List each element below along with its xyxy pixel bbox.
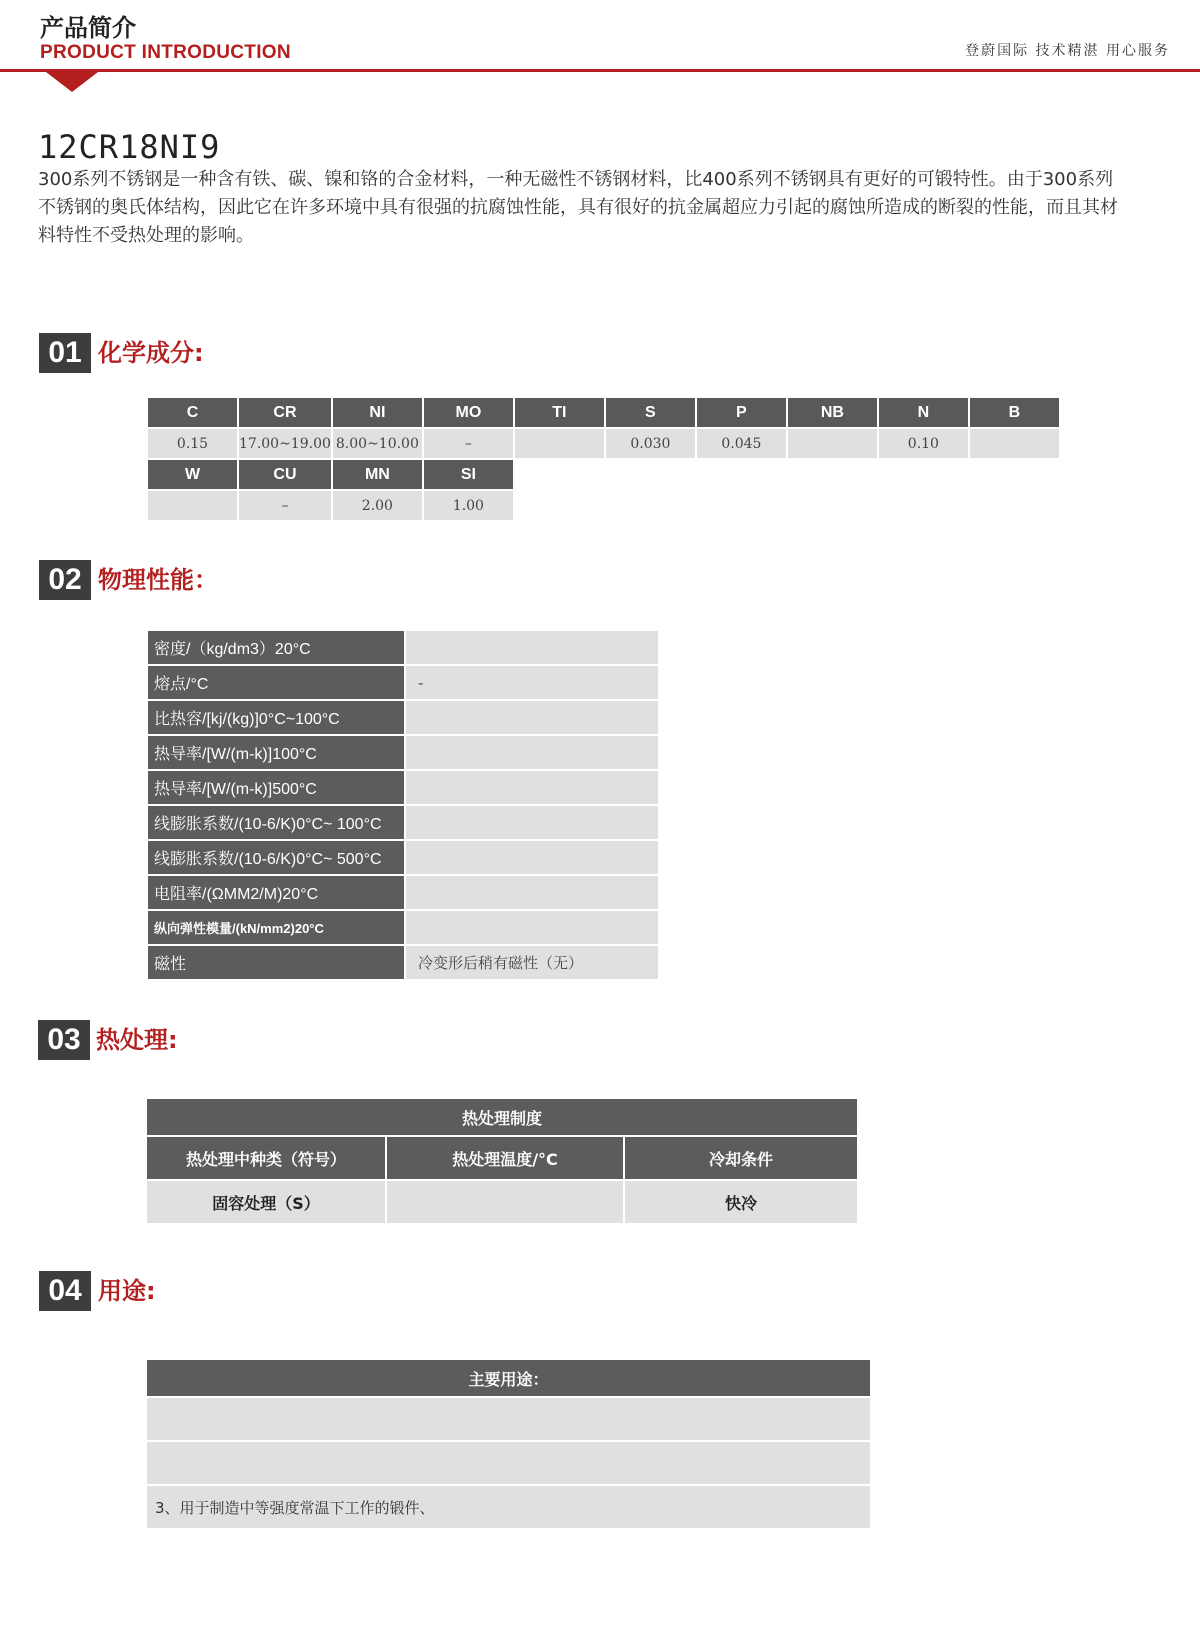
chem-header-si: SI: [424, 460, 513, 489]
heat-header-cooling: 冷却条件: [625, 1137, 857, 1179]
chem-spacer: [515, 460, 1059, 489]
chemical-value-row-1: [148, 429, 1059, 458]
chemical-value-row-2: [148, 491, 1059, 520]
heat-header-temperature: 热处理温度/°C: [387, 1137, 625, 1179]
chemical-composition-table: [146, 396, 1061, 522]
physical-row: [148, 946, 658, 979]
chem-value-nb: [788, 429, 877, 458]
chem-value-ni: 8.00~10.00: [333, 429, 422, 458]
physical-label: 纵向弹性模量/(kN/mm2)20°C: [148, 911, 406, 944]
section-number-usage: 04: [39, 1271, 91, 1311]
physical-label: 磁性: [148, 946, 406, 979]
chem-value-p: 0.045: [697, 429, 786, 458]
chem-header-mn: MN: [333, 460, 422, 489]
physical-value: [406, 771, 658, 804]
product-description: 300系列不锈钢是一种含有铁、碳、镍和铬的合金材料，一种无磁性不锈钢材料，比400系列不锈钢具有更好的可锻特性。由于300系列不锈钢的奥氏体结构，因此它在许多环境中具有很强的抗腐蚀性能，具有很好的抗金属超应力引起的腐蚀所造成的断裂的性能，而且其材料特性不受热处理的影响。: [38, 169, 1118, 246]
header-slogan: 登蔚国际 技术精湛 用心服务: [965, 43, 1170, 59]
physical-value: [406, 631, 658, 664]
chem-header-s: S: [606, 398, 695, 427]
physical-row: [148, 631, 658, 664]
physical-row: [148, 911, 658, 944]
section-title-usage: 用途:: [98, 1277, 156, 1305]
chem-header-ni: NI: [333, 398, 422, 427]
chem-value-ti: [515, 429, 604, 458]
physical-row: [148, 666, 658, 699]
chem-value-cr: 17.00~19.00: [239, 429, 331, 458]
chem-header-n: N: [879, 398, 968, 427]
heat-type-value: 固容处理（S）: [147, 1181, 387, 1223]
chem-header-nb: NB: [788, 398, 877, 427]
chemical-header-row-1: [148, 398, 1059, 427]
section-title-heat: 热处理:: [96, 1026, 178, 1054]
chem-header-w: W: [148, 460, 237, 489]
physical-label: 比热容/[kj/(kg)]0°C~100°C: [148, 701, 406, 734]
heat-data-row: [147, 1181, 857, 1223]
usage-table: [147, 1358, 870, 1530]
physical-label: 线膨胀系数/(10-6/K)0°C~ 100°C: [148, 806, 406, 839]
heat-cooling-value: 快冷: [625, 1181, 857, 1223]
physical-label: 热导率/[W/(m-k)]500°C: [148, 771, 406, 804]
physical-value: [406, 841, 658, 874]
header-title-en: PRODUCT INTRODUCTION: [40, 42, 291, 63]
chem-header-mo: MO: [424, 398, 513, 427]
physical-value: [406, 806, 658, 839]
chemical-header-row-2: [148, 460, 1059, 489]
chem-spacer: [515, 491, 1059, 520]
physical-value: [406, 876, 658, 909]
section-title-physical: 物理性能：: [98, 566, 218, 594]
usage-row: [147, 1442, 870, 1484]
chem-header-ti: TI: [515, 398, 604, 427]
heat-caption-row: [147, 1099, 857, 1135]
chem-header-cr: CR: [239, 398, 331, 427]
chem-value-si: 1.00: [424, 491, 513, 520]
physical-value: [406, 911, 658, 944]
chem-header-cu: CU: [239, 460, 331, 489]
physical-row: [148, 876, 658, 909]
physical-row: [148, 736, 658, 769]
usage-caption-row: [147, 1360, 870, 1396]
chem-value-mo: –: [424, 429, 513, 458]
chem-value-b: [970, 429, 1059, 458]
chem-header-b: B: [970, 398, 1059, 427]
section-number-physical: 02: [39, 560, 91, 600]
chem-value-mn: 2.00: [333, 491, 422, 520]
physical-label: 热导率/[W/(m-k)]100°C: [148, 736, 406, 769]
physical-value: -: [406, 666, 658, 699]
physical-properties-table: [148, 629, 658, 981]
product-name: 12CR18NI9: [38, 128, 221, 166]
physical-row: [148, 701, 658, 734]
physical-row: [148, 771, 658, 804]
section-number-heat: 03: [38, 1020, 90, 1060]
physical-value: [406, 701, 658, 734]
heat-treatment-table: [147, 1097, 857, 1225]
heat-caption: 热处理制度: [147, 1099, 857, 1135]
physical-value: [406, 736, 658, 769]
section-title-chemical: 化学成分:: [98, 339, 204, 367]
chem-value-s: 0.030: [606, 429, 695, 458]
usage-caption: 主要用途：: [147, 1360, 870, 1396]
chem-value-c: 0.15: [148, 429, 237, 458]
physical-label: 密度/（kg/dm3）20°C: [148, 631, 406, 664]
chem-header-p: P: [697, 398, 786, 427]
physical-label: 电阻率/(ΩMM2/M)20°C: [148, 876, 406, 909]
chem-value-cu: –: [239, 491, 331, 520]
physical-label: 线膨胀系数/(10-6/K)0°C~ 500°C: [148, 841, 406, 874]
heat-header-type: 热处理中种类（符号）: [147, 1137, 387, 1179]
physical-row: [148, 806, 658, 839]
chem-value-w: [148, 491, 237, 520]
usage-row: [147, 1398, 870, 1440]
header-divider: [0, 69, 1200, 72]
heat-temperature-value: [387, 1181, 625, 1223]
physical-label: 熔点/°C: [148, 666, 406, 699]
header-title-cn: 产品简介: [40, 14, 136, 42]
chem-header-c: C: [148, 398, 237, 427]
header-triangle-marker: [46, 72, 98, 92]
usage-item: [147, 1398, 870, 1440]
usage-row: [147, 1486, 870, 1528]
physical-row: [148, 841, 658, 874]
heat-header-row: [147, 1137, 857, 1179]
usage-item: [147, 1442, 870, 1484]
physical-value: 冷变形后稍有磁性（无）: [406, 946, 658, 979]
chem-value-n: 0.10: [879, 429, 968, 458]
usage-item: 3、用于制造中等强度常温下工作的锻件、: [147, 1486, 870, 1528]
section-number-chemical: 01: [39, 333, 91, 373]
